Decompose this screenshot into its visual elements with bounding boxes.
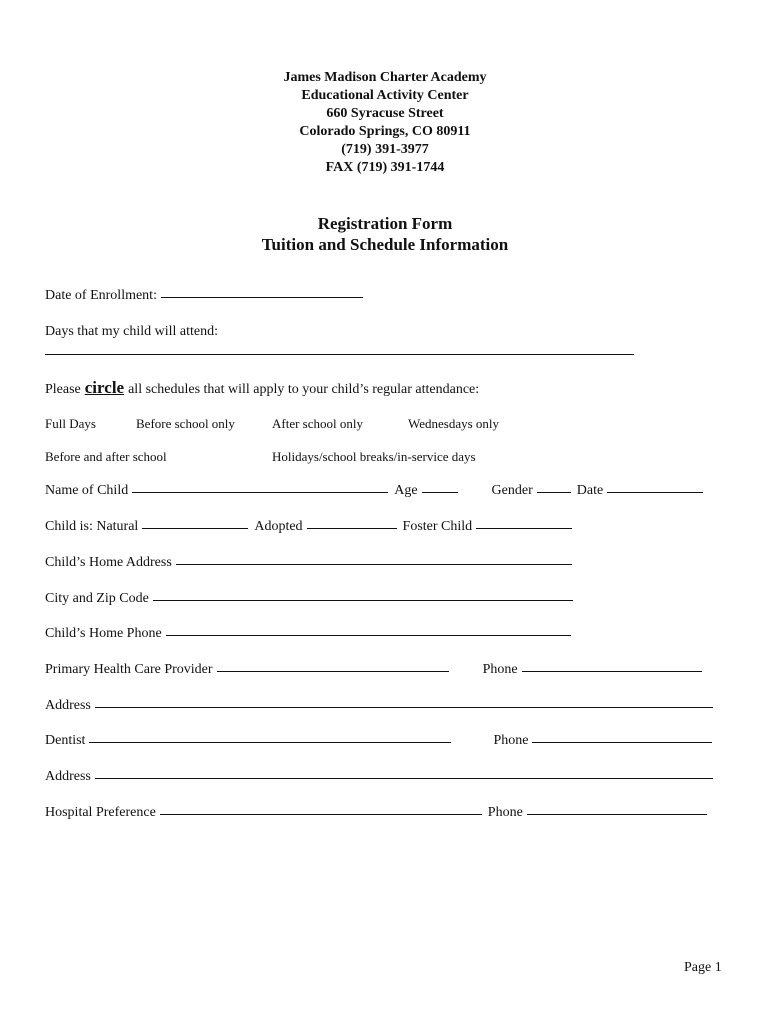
days-attend-row — [45, 324, 218, 340]
home-address-label: Child’s Home Address — [45, 555, 172, 570]
enrollment-date-field[interactable] — [161, 296, 363, 298]
natural-field[interactable] — [142, 527, 248, 529]
provider-phone-label: Phone — [482, 662, 518, 677]
form-title — [0, 213, 770, 255]
hospital-row — [45, 805, 713, 821]
hospital-phone-field[interactable] — [527, 813, 707, 815]
enrollment-date-label: Date of Enrollment: — [45, 288, 157, 303]
foster-child-field[interactable] — [476, 527, 572, 529]
city-state-zip: Colorado Springs, CO 80911 — [299, 124, 471, 139]
instruction-text: all schedules that will apply to your child’s regular attendance: — [128, 382, 480, 397]
city-zip-label: City and Zip Code — [45, 591, 149, 606]
age-label: Age — [394, 483, 418, 498]
dentist-field[interactable] — [89, 741, 451, 743]
hospital-field[interactable] — [160, 813, 482, 815]
dentist-row — [45, 733, 718, 749]
dentist-phone-field[interactable] — [532, 741, 712, 743]
home-address-row — [45, 555, 578, 571]
home-phone-label: Child’s Home Phone — [45, 626, 162, 641]
schedule-full-days[interactable]: Full Days — [45, 416, 96, 431]
school-name: James Madison Charter Academy — [283, 70, 487, 85]
street-address: 660 Syracuse Street — [326, 106, 444, 121]
schedule-before-and-after[interactable]: Before and after school — [45, 449, 167, 464]
child-status-row — [45, 519, 578, 535]
age-field[interactable] — [422, 491, 458, 493]
provider-label: Primary Health Care Provider — [45, 662, 213, 677]
phone-number: (719) 391-3977 — [341, 142, 429, 157]
provider-address-field[interactable] — [95, 706, 713, 708]
form-title-line2: Tuition and Schedule Information — [261, 235, 509, 254]
fax-number: FAX (719) 391-1744 — [325, 160, 445, 175]
days-attend-label: Days that my child will attend: — [45, 324, 219, 339]
child-name-row — [45, 483, 709, 499]
home-phone-row — [45, 626, 577, 642]
enrollment-date-row — [45, 288, 369, 304]
dentist-address-field[interactable] — [95, 777, 713, 779]
provider-address-label: Address — [45, 698, 91, 713]
natural-label: Child is: Natural — [45, 519, 139, 534]
form-title-line1: Registration Form — [317, 214, 453, 233]
circle-word: circle — [84, 378, 125, 397]
dentist-address-row — [45, 769, 719, 785]
provider-field[interactable] — [217, 670, 449, 672]
city-zip-field[interactable] — [153, 599, 573, 601]
center-name: Educational Activity Center — [301, 88, 469, 103]
adopted-label: Adopted — [254, 519, 303, 534]
days-attend-field[interactable] — [45, 354, 634, 355]
dentist-phone-label: Phone — [493, 733, 529, 748]
city-zip-row — [45, 591, 579, 607]
hospital-phone-label: Phone — [487, 805, 523, 820]
home-phone-field[interactable] — [166, 634, 571, 636]
provider-phone-field[interactable] — [522, 670, 702, 672]
gender-field[interactable] — [537, 491, 571, 493]
schedule-wednesdays-only[interactable]: Wednesdays only — [408, 416, 500, 431]
circle-instruction — [45, 378, 479, 398]
hospital-label: Hospital Preference — [45, 805, 156, 820]
school-header — [0, 69, 770, 177]
schedule-after-school-only[interactable]: After school only — [272, 416, 363, 431]
date-field[interactable] — [607, 491, 703, 493]
dentist-address-label: Address — [45, 769, 91, 784]
child-name-field[interactable] — [132, 491, 388, 493]
provider-address-row — [45, 698, 719, 714]
foster-child-label: Foster Child — [402, 519, 473, 534]
provider-row — [45, 662, 708, 678]
page-number: Page 1 — [684, 960, 722, 975]
dentist-label: Dentist — [45, 733, 86, 748]
adopted-field[interactable] — [307, 527, 397, 529]
child-name-label: Name of Child — [45, 483, 129, 498]
schedule-holidays[interactable]: Holidays/school breaks/in-service days — [272, 449, 476, 464]
gender-label: Gender — [491, 483, 533, 498]
home-address-field[interactable] — [176, 563, 572, 565]
please-text: Please — [45, 382, 81, 397]
date-label: Date — [576, 483, 604, 498]
schedule-before-school-only[interactable]: Before school only — [136, 416, 235, 431]
